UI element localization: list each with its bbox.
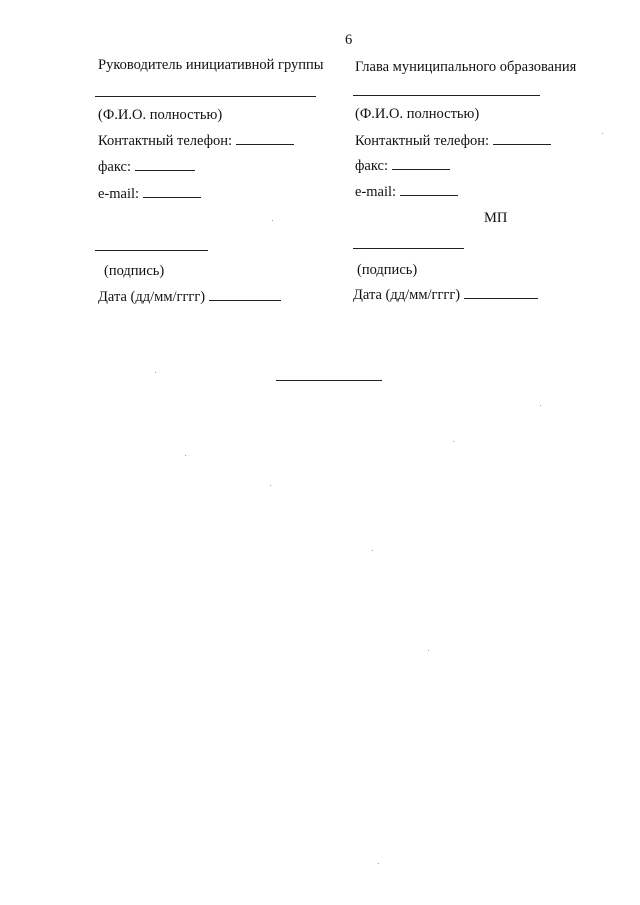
scan-speck — [272, 220, 273, 221]
left-email-row — [98, 186, 201, 203]
right-email-label: e-mail: — [355, 184, 397, 200]
left-date-label: Дата (дд/мм/гггг) — [98, 289, 206, 305]
left-date-row — [98, 289, 281, 306]
left-fax-row — [98, 159, 195, 176]
right-name-line — [353, 95, 540, 96]
scan-speck — [428, 650, 429, 651]
right-phone-label: Контактный телефон: — [355, 133, 490, 149]
scan-speck — [453, 441, 454, 442]
right-phone-line — [493, 143, 551, 145]
scan-speck — [602, 133, 603, 134]
right-signature-line — [353, 248, 464, 249]
right-date-label: Дата (дд/мм/гггг) — [353, 287, 461, 303]
scan-speck — [540, 405, 541, 406]
left-fax-line — [135, 169, 195, 171]
right-fax-row — [355, 158, 450, 175]
scan-speck — [378, 863, 379, 864]
right-fax-line — [392, 168, 450, 170]
left-email-line — [143, 196, 201, 198]
left-email-label: e-mail: — [98, 186, 140, 202]
right-fax-label: факс: — [355, 158, 388, 174]
scan-speck — [270, 485, 271, 486]
right-heading: Глава муниципального образования — [355, 59, 577, 75]
right-signature-label: (подпись) — [357, 262, 418, 278]
left-fax-label: факс: — [98, 159, 131, 175]
page-number: 6 — [345, 32, 353, 48]
scan-speck — [155, 372, 156, 373]
left-phone-line — [236, 143, 294, 145]
scan-speck — [185, 455, 186, 456]
left-name-line — [95, 96, 316, 97]
left-heading: Руководитель инициативной группы — [98, 57, 324, 73]
left-fio-label: (Ф.И.О. полностью) — [98, 107, 223, 123]
stamp-label: МП — [484, 210, 508, 226]
end-separator-line — [276, 380, 382, 381]
right-phone-row — [355, 133, 551, 150]
scan-speck — [372, 550, 373, 551]
right-email-row — [355, 184, 458, 201]
left-phone-label: Контактный телефон: — [98, 133, 233, 149]
right-fio-label: (Ф.И.О. полностью) — [355, 106, 480, 122]
left-signature-label: (подпись) — [104, 263, 165, 279]
left-phone-row — [98, 133, 294, 150]
left-signature-line — [95, 250, 208, 251]
right-email-line — [400, 194, 458, 196]
left-date-line — [209, 299, 281, 301]
right-date-row — [353, 287, 538, 304]
right-date-line — [464, 297, 538, 299]
